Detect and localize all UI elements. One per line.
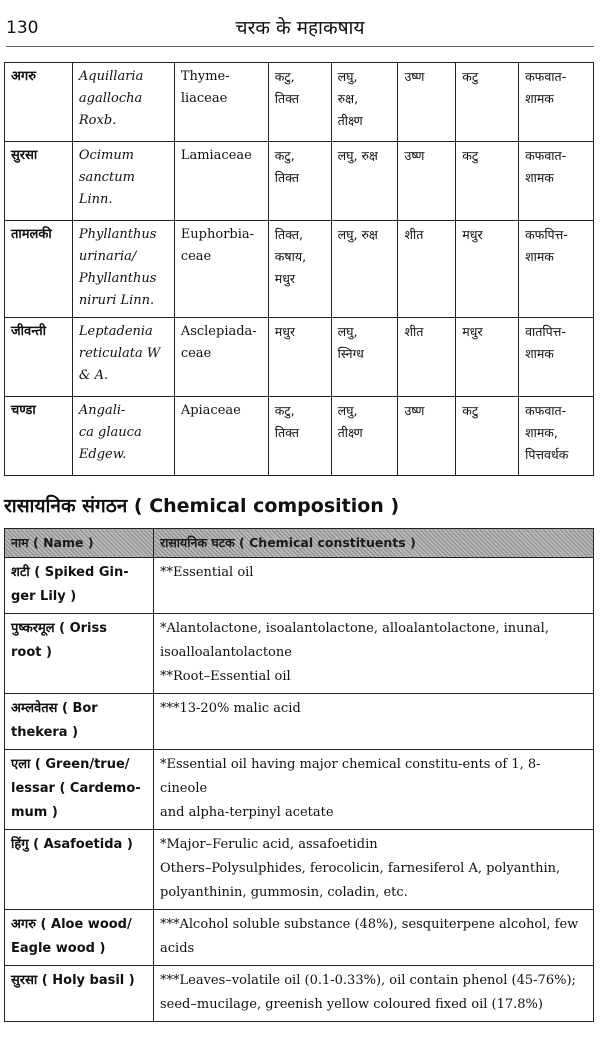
herb-name: अगरु (5, 63, 73, 142)
table-row (5, 910, 594, 966)
herb-vipaka: कटु (456, 63, 519, 142)
chemical-constituents: **Essential oil (154, 558, 594, 614)
herb-family: Euphorbia- ceae (174, 221, 268, 318)
herb-latin-name: Ocimum sanctum Linn. (72, 142, 174, 221)
chemical-constituents: ***Alcohol soluble substance (48%), sesquiterpene alcohol, few acids (154, 910, 594, 966)
table-header-row (5, 529, 594, 558)
herb-name: चण्डा (5, 397, 73, 476)
herb-guna: लघु, तीक्ष्ण (331, 397, 398, 476)
herb-karma: कफपित्त- शामक (519, 221, 594, 318)
herb-family: Asclepiada- ceae (174, 318, 268, 397)
plant-name: पुष्करमूल ( Oriss root ) (5, 614, 154, 694)
herb-vipaka: कटु (456, 397, 519, 476)
table-row (5, 830, 594, 910)
herb-guna: लघु, रुक्ष (331, 142, 398, 221)
table-row (5, 397, 594, 476)
herb-name: तामलकी (5, 221, 73, 318)
herb-vipaka: कटु (456, 142, 519, 221)
herb-guna: लघु, स्निग्ध (331, 318, 398, 397)
herb-virya: उष्ण (398, 397, 456, 476)
plant-name: शटी ( Spiked Gin- ger Lily ) (5, 558, 154, 614)
herb-rasa: मधुर (268, 318, 331, 397)
table-row (5, 750, 594, 830)
herb-rasa: कटु, तिक्त (268, 142, 331, 221)
herb-latin-name: Phyllanthus urinaria/ Phyllanthus niruri Linn. (72, 221, 174, 318)
herb-karma: वातपित्त- शामक (519, 318, 594, 397)
table-row (5, 614, 594, 694)
column-header-name: नाम ( Name ) (5, 529, 154, 558)
herb-guna: लघु, रुक्ष, तीक्ष्ण (331, 63, 398, 142)
plant-name: अगरु ( Aloe wood/ Eagle wood ) (5, 910, 154, 966)
chemical-constituents: *Alantolactone, isoalantolactone, alloalantolactone, inunal, isoalloalantolactone **Root–Essential oil (154, 614, 594, 694)
herb-family: Thyme- liaceae (174, 63, 268, 142)
plant-name: हिंगु ( Asafoetida ) (5, 830, 154, 910)
chemical-composition-table (4, 528, 594, 1022)
header-rule (6, 46, 594, 47)
chemical-constituents: *Major–Ferulic acid, assafoetidin Others–Polysulphides, ferocolicin, farnesiferol A, polyanthin, polyanthinin, gummosin, coladin, etc. (154, 830, 594, 910)
herb-name: सुरसा (5, 142, 73, 221)
herb-properties-table (4, 62, 594, 476)
page-number: 130 (6, 18, 39, 38)
herb-virya: शीत (398, 318, 456, 397)
section-heading: रासायनिक संगठन ( Chemical composition ) (4, 495, 400, 517)
herb-latin-name: Angali- ca glauca Edgew. (72, 397, 174, 476)
herb-karma: कफवात- शामक (519, 63, 594, 142)
chemical-constituents: ***13-20% malic acid (154, 694, 594, 750)
herb-vipaka: मधुर (456, 318, 519, 397)
herb-virya: उष्ण (398, 63, 456, 142)
herb-latin-name: Aquillaria agallocha Roxb. (72, 63, 174, 142)
column-header-constituents: रासायनिक घटक ( Chemical constituents ) (154, 529, 594, 558)
table-row (5, 694, 594, 750)
table-row (5, 142, 594, 221)
chemical-constituents: ***Leaves–volatile oil (0.1-0.33%), oil contain phenol (45-76%); seed–mucilage, greenish yellow coloured fixed oil (17.8%) (154, 966, 594, 1022)
chemical-constituents: *Essential oil having major chemical constitu-ents of 1, 8-cineole and alpha-terpinyl acetate (154, 750, 594, 830)
herb-rasa: कटु, तिक्त (268, 397, 331, 476)
herb-latin-name: Leptadenia reticulata W & A. (72, 318, 174, 397)
table-row (5, 558, 594, 614)
herb-rasa: कटु, तिक्त (268, 63, 331, 142)
herb-family: Lamiaceae (174, 142, 268, 221)
herb-family: Apiaceae (174, 397, 268, 476)
herb-virya: उष्ण (398, 142, 456, 221)
plant-name: एला ( Green/true/ lessar ( Cardemo- mum ) (5, 750, 154, 830)
plant-name: अम्लवेतस ( Bor thekera ) (5, 694, 154, 750)
herb-vipaka: मधुर (456, 221, 519, 318)
herb-guna: लघु, रुक्ष (331, 221, 398, 318)
plant-name: सुरसा ( Holy basil ) (5, 966, 154, 1022)
herb-karma: कफवात- शामक (519, 142, 594, 221)
table-row (5, 221, 594, 318)
herb-virya: शीत (398, 221, 456, 318)
table-row (5, 318, 594, 397)
herb-karma: कफवात- शामक, पित्तवर्धक (519, 397, 594, 476)
herb-name: जीवन्ती (5, 318, 73, 397)
table-row (5, 966, 594, 1022)
table-row (5, 63, 594, 142)
herb-rasa: तिक्त, कषाय, मधुर (268, 221, 331, 318)
running-title: चरक के महाकषाय (235, 17, 365, 39)
